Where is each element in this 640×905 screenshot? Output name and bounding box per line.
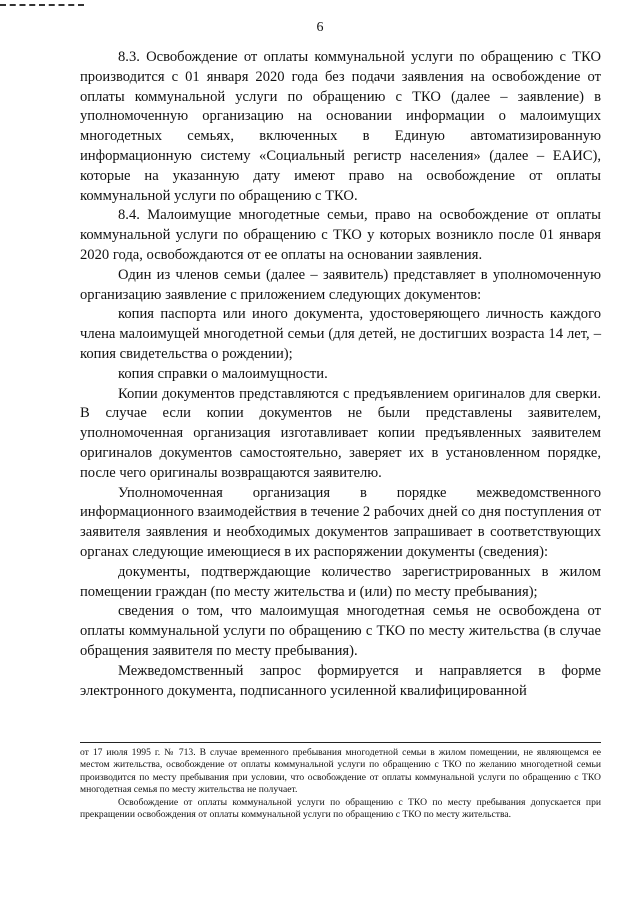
top-edge-dashes <box>0 4 84 6</box>
paragraph-document-copies: Копии документов представляются с предъявлением оригиналов для сверки. В случае если копии документов не были представлены заявителем, уполномоченная организация изготавливает копии предъявленных заявителем оригиналов документов самостоятельно, заверяет их в установленном порядке, после чего оригиналы возвращаются заявителю. <box>80 385 601 481</box>
paragraph-8-3: 8.3. Освобождение от оплаты коммунальной услуги по обращению с ТКО производится с 01 января 2020 года без подачи заявления на освобождение от оплаты коммунальной услуги по обращению с ТКО (далее – заявление) в уполномоченную организацию на основании информации о малоимущих многодетных семьях, включенных в Единую автоматизированную информационную систему «Социальный регистр населения» (далее – ЕАИС), которые на указанную дату имеют право на освобождение от оплаты коммунальной услуги по обращению с ТКО. <box>80 49 601 204</box>
body-text <box>80 48 601 701</box>
paragraph-electronic-request: Межведомственный запрос формируется и направляется в форме электронного документа, подписанного усиленной квалифицированной <box>80 662 601 699</box>
paragraph-applicant: Один из членов семьи (далее – заявитель) представляет в уполномоченную организацию заявление с приложением следующих документов: <box>80 266 601 303</box>
paragraph-passport-copy: копия паспорта или иного документа, удостоверяющего личность каждого члена малоимущей многодетной семьи (для детей, не достигших возраста 14 лет, – копия свидетельства о рождении); <box>80 306 601 362</box>
footnote-divider <box>80 742 601 743</box>
page-number: 6 <box>316 20 324 35</box>
paragraph-certificate-copy: копия справки о малоимущности. <box>118 365 328 382</box>
footnote-continuation: от 17 июля 1995 г. № 713. В случае временного пребывания многодетной семьи в жилом помещении, не являющемся ее местом жительства, освобождение от оплаты коммунальной услуги по обращению с ТКО по желанию многодетной семьи производится по месту пребывания при условии, что освобождение от оплаты коммунальной услуги по обращению с ТКО многодетная семья по месту жительства не получает. <box>80 747 601 796</box>
footnote-place-of-stay: Освобождение от оплаты коммунальной услуги по обращению с ТКО по месту пребывания допускается при прекращении освобождения от оплаты коммунальной услуги по обращению с ТКО по месту жительства. <box>80 796 601 821</box>
paragraph-not-exempted: сведения о том, что малоимущая многодетная семья не освобождена от оплаты коммунальной услуги по обращению с ТКО по месту жительства (в случае обращения заявителя по месту пребывания). <box>80 603 601 659</box>
paragraph-interagency-request: Уполномоченная организация в порядке межведомственного информационного взаимодействия в течение 2 рабочих дней со дня поступления от заявителя заявления и необходимых документов запрашивает в соответствующих органах следующие имеющиеся в их распоряжении документы (сведения): <box>80 484 601 560</box>
footnotes <box>80 747 601 821</box>
paragraph-8-4: 8.4. Малоимущие многодетные семьи, право на освобождение от оплаты коммунальной услуги по обращению с ТКО у которых возникло после 01 января 2020 года, освобождаются от ее оплаты на основании заявления. <box>80 207 601 263</box>
paragraph-registered-citizens: документы, подтверждающие количество зарегистрированных в жилом помещении граждан (по месту жительства и (или) по месту пребывания); <box>80 563 601 600</box>
